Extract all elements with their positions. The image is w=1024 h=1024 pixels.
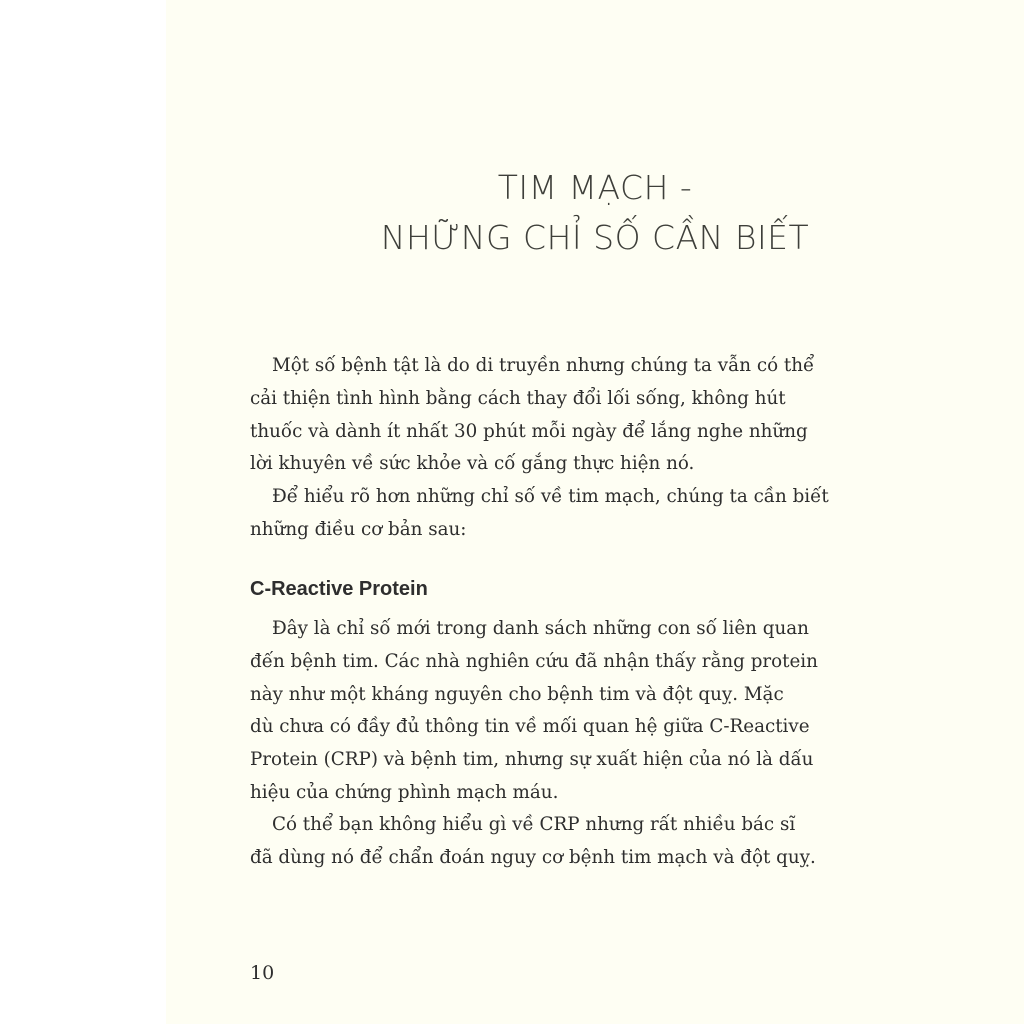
text-line: những điều cơ bản sau: (250, 518, 467, 540)
text-line: dù chưa có đầy đủ thông tin về mối quan hệ giữa C-Reactive (250, 716, 810, 738)
text-line: Để hiểu rõ hơn những chỉ số về tim mạch, chúng ta cần biết (272, 486, 829, 507)
text-line: đến bệnh tim. Các nhà nghiên cứu đã nhận thấy rằng protein (250, 650, 818, 672)
text-line: Có thể bạn không hiểu gì về CRP nhưng rất nhiều bác sĩ (272, 814, 796, 835)
text-line: đã dùng nó để chẩn đoán nguy cơ bệnh tim mạch và đột quỵ. (250, 846, 816, 868)
intro-paragraph-2 (250, 481, 980, 547)
page-number: 10 (250, 962, 275, 984)
chapter-title-line-1: TIM MẠCH - (497, 168, 693, 207)
text-line: Một số bệnh tật là do di truyền nhưng chúng ta vẫn có thể (272, 355, 815, 376)
text-line: này như một kháng nguyên cho bệnh tim và đột quỵ. Mặc (250, 683, 784, 705)
text-line: Protein (CRP) và bệnh tim, nhưng sự xuất hiện của nó là dấu (250, 749, 814, 771)
text-line: hiệu của chứng phình mạch máu. (250, 781, 559, 803)
text-line: thuốc và dành ít nhất 30 phút mỗi ngày để lắng nghe những (250, 420, 808, 442)
book-page (166, 0, 1024, 1024)
section-heading: C-Reactive Protein (250, 578, 428, 600)
chapter-title-line-2: NHỮNG CHỈ SỐ CẦN BIẾT (380, 218, 810, 257)
text-line: Đây là chỉ số mới trong danh sách những con số liên quan (272, 618, 809, 639)
intro-paragraph-1 (250, 350, 980, 481)
section-paragraph-1 (250, 613, 980, 810)
section-paragraph-2 (250, 809, 980, 875)
text-line: lời khuyên về sức khỏe và cố gắng thực hiện nó. (250, 453, 695, 475)
text-line: cải thiện tình hình bằng cách thay đổi lối sống, không hút (250, 387, 786, 409)
